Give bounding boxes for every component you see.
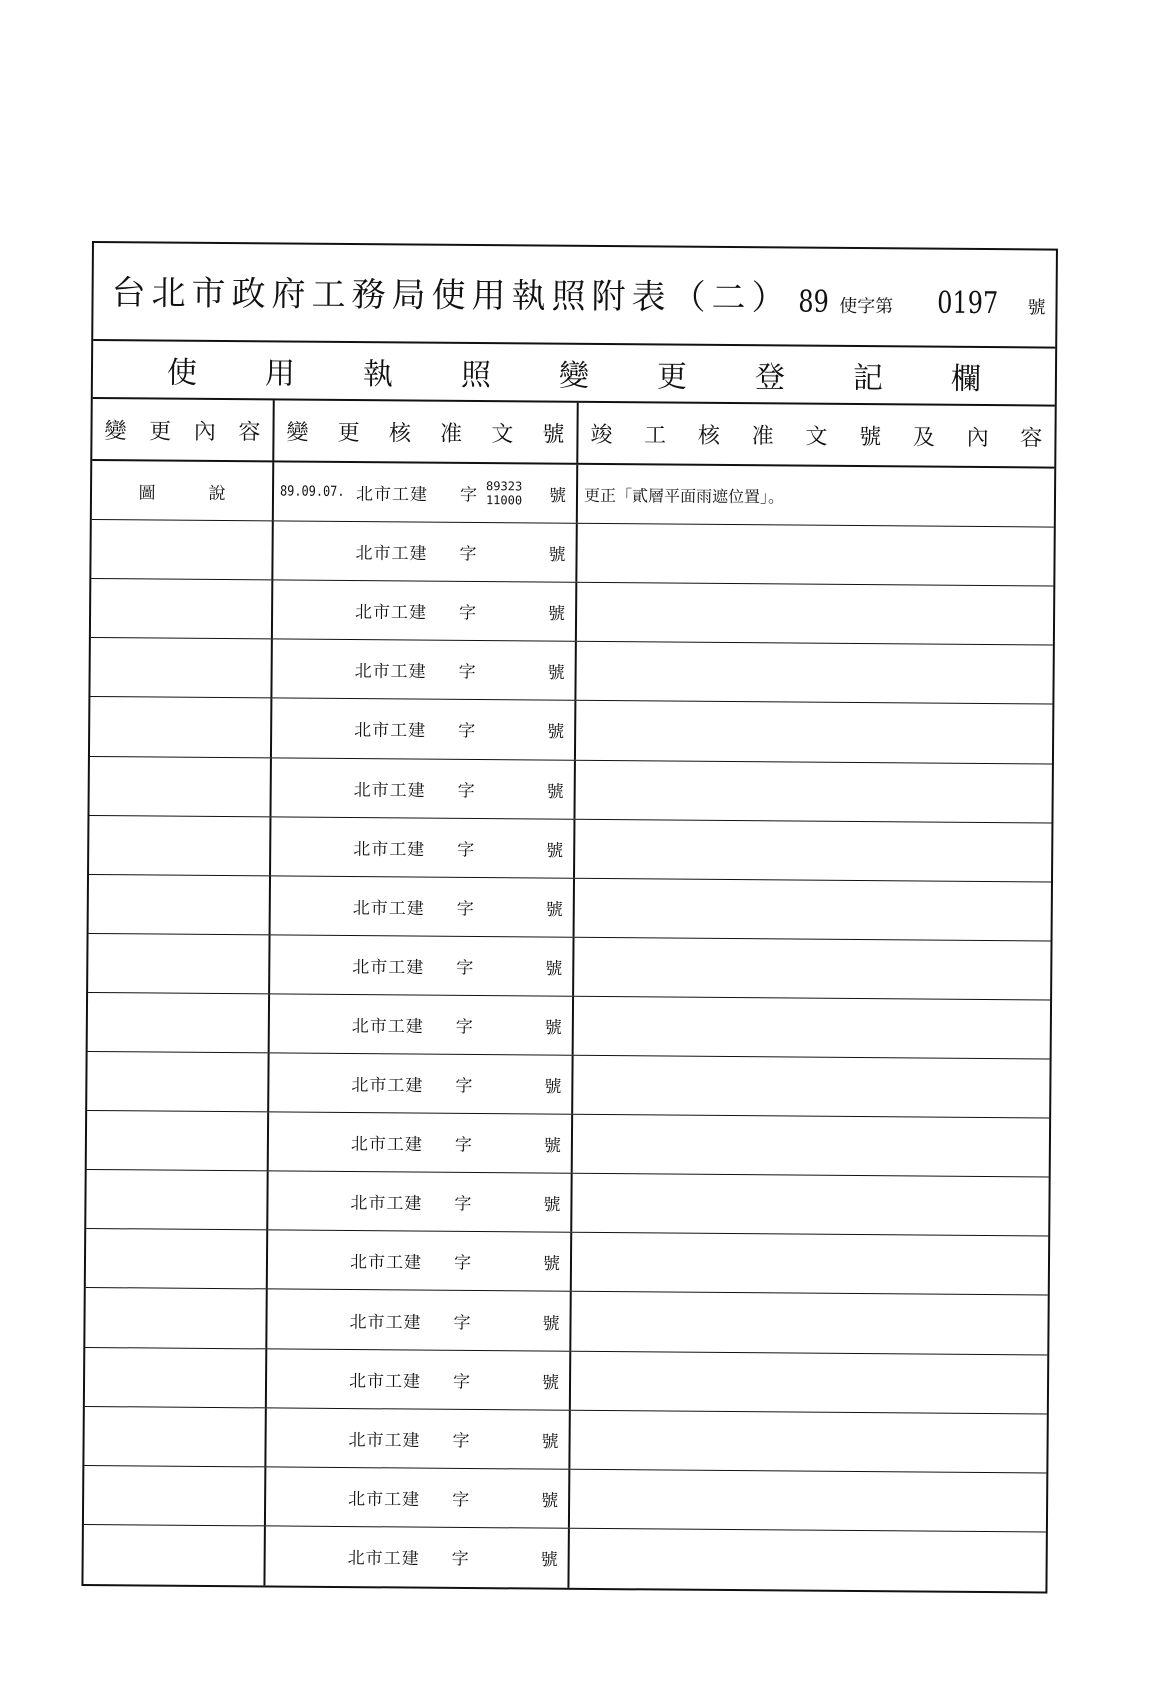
- subtitle-char: 用: [264, 356, 296, 392]
- approval-dept: 北市工建: [348, 1430, 421, 1451]
- cell-change-content: [91, 520, 273, 580]
- subtitle-row: [93, 341, 1055, 407]
- table-row: [89, 816, 1051, 883]
- cell-change-content: [86, 1170, 268, 1230]
- approval-zi: 字: [453, 1253, 472, 1274]
- approval-dept: 北市工建: [349, 1252, 423, 1274]
- approval-hao: 號: [541, 1372, 560, 1393]
- approval-dept: 北市工建: [353, 839, 426, 860]
- approval-hao: 號: [548, 486, 567, 507]
- cell-change-approval: [266, 1467, 570, 1527]
- subtitle-char: 變: [558, 358, 590, 394]
- cell-change-content: [87, 1052, 269, 1112]
- approval-zi: 字: [457, 780, 475, 802]
- table-row: [84, 1407, 1046, 1474]
- approval-hao: 號: [541, 1431, 559, 1452]
- approval-dept: 北市工建: [351, 1075, 424, 1097]
- header-change-approval: [274, 400, 578, 462]
- table-row: [88, 993, 1050, 1060]
- cell-change-content: [88, 934, 270, 994]
- cell-change-approval: [265, 1526, 569, 1587]
- cell-completion-content: [570, 1410, 1046, 1472]
- cell-completion-content: [578, 465, 1054, 527]
- table-row: [89, 875, 1051, 942]
- change-record-rows: [83, 461, 1054, 1592]
- completion-content-text: 更正「貳層平面雨遮位置」。: [583, 485, 785, 506]
- approval-zi: 字: [452, 1431, 470, 1452]
- approval-dept: 北市工建: [354, 661, 427, 683]
- approval-dept: 北市工建: [347, 1548, 420, 1570]
- table-row: [90, 697, 1052, 764]
- cell-change-content: [84, 1407, 266, 1467]
- cell-change-approval: [267, 1349, 571, 1409]
- header-char: 內: [193, 419, 216, 445]
- cell-change-approval: [270, 994, 574, 1054]
- header-completion-approval: [578, 403, 1054, 467]
- approval-hao: 號: [544, 1077, 562, 1098]
- cell-change-approval: [273, 522, 577, 582]
- approval-zi: 字: [459, 544, 477, 565]
- cell-change-content: [85, 1288, 267, 1348]
- approval-zi: 字: [459, 485, 478, 506]
- approval-dept: 北市工建: [350, 1134, 423, 1156]
- approval-hao: 號: [548, 545, 566, 566]
- cell-change-content: [90, 638, 272, 698]
- approval-hao: 號: [543, 1195, 561, 1216]
- approval-dept: 北市工建: [349, 1312, 422, 1333]
- form-title: 台北市政府工務局使用執照附表（二）: [111, 273, 792, 319]
- header-char: 容: [238, 419, 261, 445]
- approval-zi: 字: [456, 958, 474, 979]
- cell-completion-content: [574, 938, 1050, 1000]
- cell-change-approval: [271, 758, 575, 818]
- table-row: [86, 1229, 1048, 1296]
- table-row: [87, 1111, 1049, 1178]
- cell-change-approval: [274, 462, 578, 522]
- cell-change-approval: [270, 935, 574, 995]
- approval-dept: 北市工建: [350, 1193, 423, 1215]
- subtitle-char: 執: [362, 357, 394, 393]
- cell-completion-content: [571, 1351, 1047, 1413]
- cell-change-content: [92, 461, 274, 521]
- subtitle-char: 使: [166, 355, 198, 391]
- permit-appendix-form: [81, 241, 1058, 1594]
- approval-hao: 號: [544, 1018, 562, 1039]
- permit-year: 89: [798, 284, 830, 320]
- header-char: 文: [491, 421, 514, 447]
- cell-completion-content: [575, 819, 1051, 881]
- table-row: [86, 1170, 1048, 1237]
- approval-hao: 號: [547, 722, 565, 743]
- approval-date: 89.09.07.: [279, 483, 345, 501]
- table-row: [91, 579, 1053, 646]
- cell-change-approval: [266, 1408, 570, 1468]
- title-row: [93, 243, 1056, 349]
- item-char: 說: [208, 483, 226, 504]
- cell-change-approval: [271, 876, 575, 936]
- cell-completion-content: [575, 760, 1051, 822]
- header-char: 准: [439, 421, 463, 447]
- column-header-row: [92, 399, 1054, 469]
- subtitle-char: 記: [852, 360, 884, 397]
- approval-dept: 北市工建: [353, 780, 426, 801]
- cell-completion-content: [577, 583, 1053, 645]
- table-row: [85, 1288, 1047, 1355]
- approval-zi: 字: [458, 721, 476, 742]
- approval-zi: 字: [458, 662, 476, 683]
- cell-change-content: [89, 757, 271, 817]
- approval-dept: 北市工建: [351, 1016, 424, 1038]
- permit-word: 使字第: [839, 295, 894, 318]
- header-char: 准: [751, 423, 774, 449]
- approval-hao: 號: [545, 958, 563, 980]
- approval-zi: 字: [452, 1371, 471, 1393]
- cell-change-content: [86, 1229, 268, 1289]
- header-char: 變: [104, 418, 127, 444]
- permit-number: 0197: [936, 285, 999, 322]
- approval-hao: 號: [543, 1136, 561, 1157]
- approval-zi: 字: [457, 840, 475, 861]
- subtitle-char: 更: [656, 359, 688, 395]
- cell-change-approval: [272, 699, 576, 759]
- table-row: [91, 520, 1053, 587]
- approval-hao: 號: [542, 1313, 560, 1334]
- permit-suffix: 號: [1027, 297, 1046, 319]
- header-char: 容: [1020, 425, 1043, 451]
- approval-zi: 字: [453, 1312, 471, 1334]
- permit-number-block: [795, 285, 1046, 322]
- table-row: [88, 934, 1050, 1001]
- cell-completion-content: [569, 1529, 1045, 1592]
- subtitle-char: 照: [460, 357, 492, 394]
- approval-hao: 號: [546, 781, 564, 802]
- table-row: [92, 461, 1054, 528]
- cell-change-content: [84, 1466, 266, 1526]
- approval-zi: 字: [451, 1549, 469, 1570]
- approval-hao: 號: [546, 840, 564, 861]
- approval-zi: 字: [459, 603, 477, 624]
- cell-change-approval: [268, 1231, 572, 1291]
- approval-hao: 號: [547, 663, 565, 684]
- approval-hao: 號: [545, 899, 563, 920]
- cell-change-content: [89, 875, 271, 935]
- approval-dept: 北市工建: [352, 898, 425, 919]
- header-char: 號: [542, 422, 565, 448]
- approval-hao: 號: [548, 604, 566, 625]
- header-char: 文: [805, 424, 828, 450]
- cell-change-approval: [268, 1172, 572, 1232]
- cell-change-content: [83, 1525, 265, 1586]
- approval-dept: 北市工建: [355, 484, 429, 506]
- table-row: [85, 1348, 1047, 1415]
- cell-completion-content: [575, 879, 1051, 941]
- cell-completion-content: [572, 1233, 1048, 1295]
- approval-zi: 字: [452, 1490, 470, 1511]
- cell-completion-content: [576, 642, 1052, 704]
- cell-change-approval: [272, 640, 576, 700]
- header-char: 竣: [590, 422, 613, 448]
- table-row: [89, 757, 1051, 824]
- header-char: 工: [644, 422, 667, 449]
- approval-hao: 號: [541, 1490, 559, 1512]
- table-row: [83, 1525, 1045, 1592]
- cell-change-approval: [273, 581, 577, 641]
- header-char: 核: [388, 420, 411, 447]
- cell-change-content: [90, 697, 272, 757]
- table-row: [90, 638, 1052, 705]
- approval-hao: 號: [540, 1550, 558, 1571]
- table-row: [87, 1052, 1049, 1119]
- cell-change-approval: [269, 1053, 573, 1113]
- header-change-content: [92, 399, 274, 460]
- approval-dept: 北市工建: [354, 721, 427, 742]
- header-char: 更: [337, 420, 360, 446]
- cell-change-approval: [267, 1290, 571, 1350]
- cell-completion-content: [571, 1292, 1047, 1354]
- approval-doc-number: [486, 479, 522, 507]
- approval-dept: 北市工建: [352, 957, 425, 979]
- subtitle-char: 登: [754, 360, 786, 396]
- cell-completion-content: [572, 1174, 1048, 1236]
- cell-completion-content: [573, 1115, 1049, 1177]
- cell-change-approval: [269, 1113, 573, 1173]
- cell-change-content: [88, 993, 270, 1053]
- header-char: 內: [966, 425, 989, 451]
- item-char: 圖: [138, 482, 156, 504]
- cell-change-content: [91, 579, 273, 639]
- approval-dept: 北市工建: [348, 1489, 421, 1510]
- approval-dept: 北市工建: [355, 543, 428, 565]
- approval-zi: 字: [454, 1135, 472, 1156]
- header-char: 核: [697, 423, 721, 449]
- approval-zi: 字: [455, 1017, 473, 1038]
- cell-change-content: [85, 1348, 267, 1408]
- cell-change-content: [87, 1111, 269, 1171]
- doc-number-top: 89323: [486, 479, 523, 494]
- header-char: 號: [859, 424, 882, 450]
- cell-completion-content: [577, 524, 1053, 586]
- cell-change-content: [89, 816, 271, 876]
- approval-dept: 北市工建: [348, 1371, 422, 1392]
- approval-zi: 字: [456, 899, 474, 920]
- subtitle-char: 欄: [950, 361, 982, 397]
- cell-completion-content: [574, 997, 1050, 1059]
- table-row: [84, 1466, 1046, 1533]
- doc-number-bottom: 11000: [485, 493, 523, 508]
- cell-change-approval: [271, 817, 575, 877]
- header-char: 更: [149, 418, 172, 445]
- header-char: 及: [912, 424, 936, 451]
- approval-zi: 字: [454, 1194, 472, 1215]
- cell-completion-content: [576, 701, 1052, 763]
- approval-hao: 號: [542, 1254, 561, 1275]
- approval-zi: 字: [455, 1076, 473, 1097]
- header-char: 變: [286, 420, 309, 446]
- cell-completion-content: [570, 1470, 1046, 1532]
- approval-dept: 北市工建: [355, 602, 428, 624]
- cell-completion-content: [573, 1056, 1049, 1118]
